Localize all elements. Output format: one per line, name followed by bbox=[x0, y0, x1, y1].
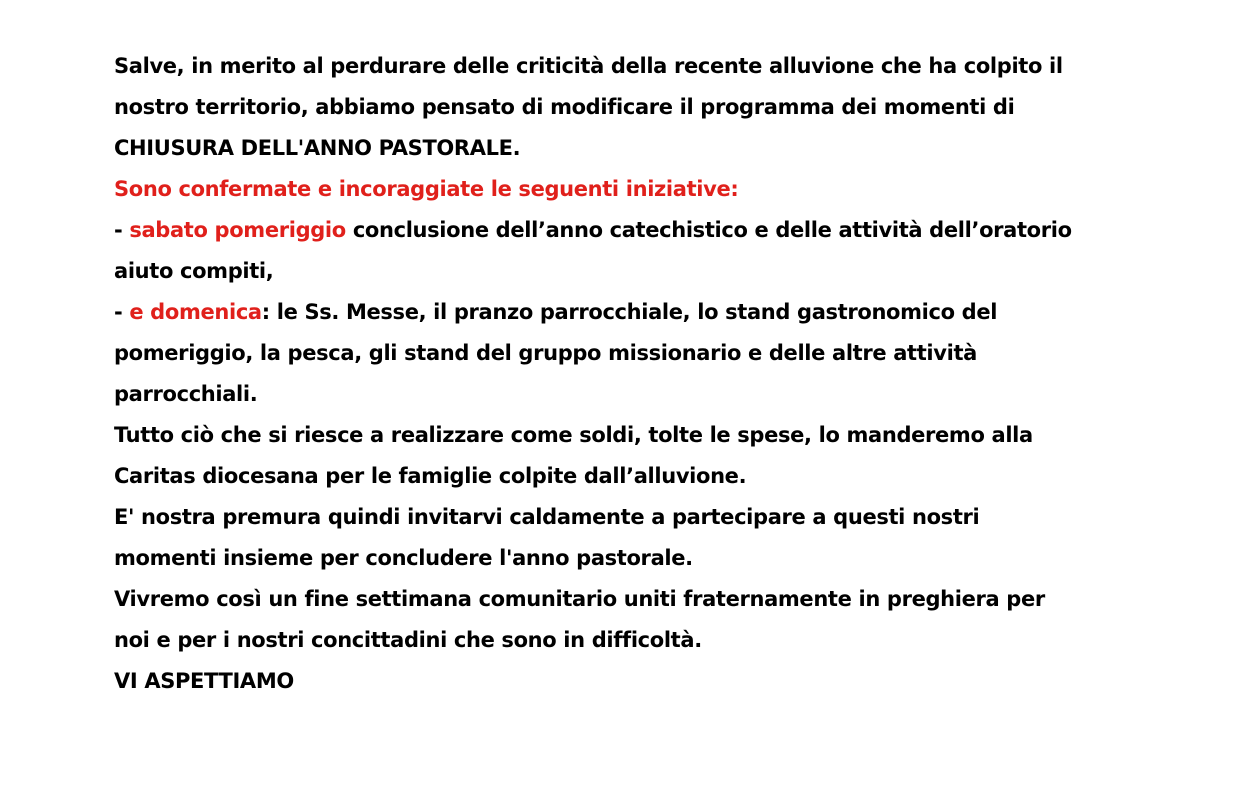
saturday-item bbox=[114, 210, 1214, 251]
sunday-highlight: e domenica bbox=[129, 300, 262, 324]
sunday-continuation-1: pomeriggio, la pesca, gli stand del gruppo missionario e delle altre attività bbox=[114, 341, 977, 365]
saturday-dash: - bbox=[114, 218, 130, 242]
body-line-6: noi e per i nostri concittadini che sono in difficoltà. bbox=[114, 628, 702, 652]
intro-line-2: nostro territorio, abbiamo pensato di modificare il programma dei momenti di bbox=[114, 95, 1015, 119]
closing-line: VI ASPETTIAMO bbox=[114, 669, 294, 693]
body-line-4: momenti insieme per concludere l'anno pastorale. bbox=[114, 546, 693, 570]
sunday-description: : le Ss. Messe, il pranzo parrocchiale, lo stand gastronomico del bbox=[261, 300, 998, 324]
sunday-dash: - bbox=[114, 300, 130, 324]
body-line-2: Caritas diocesana per le famiglie colpite dall’alluvione. bbox=[114, 464, 747, 488]
intro-line-3: CHIUSURA DELL'ANNO PASTORALE. bbox=[114, 136, 521, 160]
body-line-3: E' nostra premura quindi invitarvi caldamente a partecipare a questi nostri bbox=[114, 505, 980, 529]
saturday-continuation: aiuto compiti, bbox=[114, 259, 274, 283]
confirmed-initiatives-heading: Sono confermate e incoraggiate le seguenti iniziative: bbox=[114, 177, 739, 201]
body-line-5: Vivremo così un fine settimana comunitario uniti fraternamente in preghiera per bbox=[114, 587, 1045, 611]
sunday-item bbox=[114, 292, 1214, 333]
saturday-highlight: sabato pomeriggio bbox=[129, 218, 346, 242]
sunday-continuation-2: parrocchiali. bbox=[114, 382, 258, 406]
saturday-description: conclusione dell’anno catechistico e delle attività dell’oratorio bbox=[345, 218, 1072, 242]
announcement-document bbox=[114, 46, 1214, 702]
intro-line-1: Salve, in merito al perdurare delle criticità della recente alluvione che ha colpito il bbox=[114, 54, 1063, 78]
body-line-1: Tutto ciò che si riesce a realizzare come soldi, tolte le spese, lo manderemo alla bbox=[114, 423, 1033, 447]
